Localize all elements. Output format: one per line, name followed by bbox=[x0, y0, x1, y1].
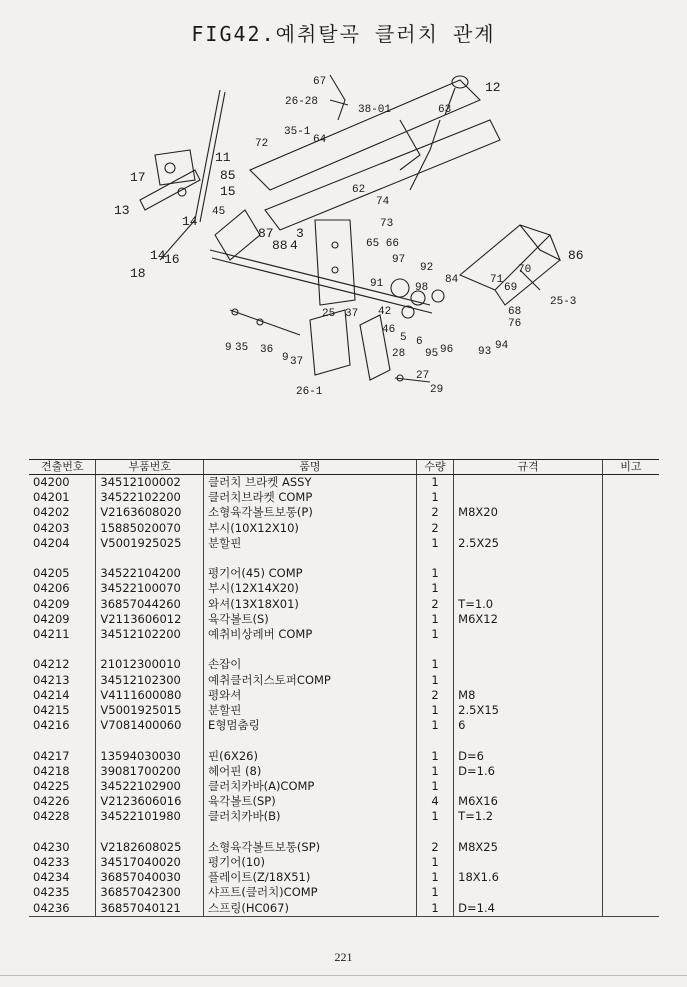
row-qty: 1 bbox=[416, 749, 453, 764]
row-spec bbox=[454, 733, 603, 748]
row-part-number: V2163608020 bbox=[96, 505, 204, 520]
callout-97: 97 bbox=[392, 254, 406, 266]
row-note bbox=[602, 536, 659, 551]
row-part-number: 36857044260 bbox=[96, 597, 204, 612]
table-row bbox=[29, 657, 659, 672]
row-name bbox=[204, 642, 417, 657]
row-part-number: V2123606016 bbox=[96, 794, 204, 809]
row-spec bbox=[454, 779, 603, 794]
header-qty: 수량 bbox=[416, 460, 453, 475]
row-name: 부시(12X14X20) bbox=[204, 581, 417, 596]
callout-38-01: 38-01 bbox=[358, 104, 392, 116]
page-number: 221 bbox=[334, 950, 353, 964]
callout-74: 74 bbox=[376, 196, 390, 208]
table-row bbox=[29, 749, 659, 764]
row-note bbox=[602, 688, 659, 703]
table-row bbox=[29, 901, 659, 917]
row-note bbox=[602, 764, 659, 779]
row-spec: T=1.0 bbox=[454, 597, 603, 612]
table-row bbox=[29, 779, 659, 794]
row-part-number: V2182608025 bbox=[96, 840, 204, 855]
row-name bbox=[204, 551, 417, 566]
row-qty: 2 bbox=[416, 521, 453, 536]
row-name: 육각볼트(S) bbox=[204, 612, 417, 627]
callout-88: 88 bbox=[272, 238, 288, 253]
callout-46: 46 bbox=[382, 324, 396, 336]
page-title: FIG42.예취탈곡 클러치 관계 bbox=[191, 22, 496, 46]
callout-84: 84 bbox=[445, 274, 459, 286]
row-name: 예취비상레버 COMP bbox=[204, 627, 417, 642]
callout-26-1: 26-1 bbox=[296, 386, 323, 398]
row-note bbox=[602, 475, 659, 491]
row-code: 04228 bbox=[33, 809, 70, 824]
row-code: 04201 bbox=[33, 490, 70, 505]
row-name: 분할핀 bbox=[204, 703, 417, 718]
callout-73: 73 bbox=[380, 218, 394, 230]
callout-70: 70 bbox=[518, 264, 532, 276]
row-note bbox=[602, 901, 659, 917]
row-name: 육각볼트(SP) bbox=[204, 794, 417, 809]
row-note bbox=[602, 840, 659, 855]
row-code: 04211 bbox=[33, 627, 70, 642]
row-note bbox=[602, 779, 659, 794]
row-code: 04209 bbox=[33, 596, 70, 611]
row-qty: 1 bbox=[416, 612, 453, 627]
row-part-number: 36857040121 bbox=[96, 901, 204, 917]
callout-85: 85 bbox=[220, 168, 236, 183]
row-code: 04225 bbox=[33, 779, 70, 794]
row-spec bbox=[454, 566, 603, 581]
row-code: 04230 bbox=[33, 839, 70, 854]
row-spec: M8 bbox=[454, 688, 603, 703]
table-row bbox=[29, 581, 659, 596]
exploded-parts-diagram bbox=[100, 60, 600, 405]
row-qty: 1 bbox=[416, 581, 453, 596]
row-spec bbox=[454, 627, 603, 642]
table-row bbox=[29, 809, 659, 824]
row-note bbox=[602, 581, 659, 596]
row-qty: 1 bbox=[416, 764, 453, 779]
row-code: 04234 bbox=[33, 870, 70, 885]
row-note bbox=[602, 673, 659, 688]
row-code: 04217 bbox=[33, 748, 70, 763]
callout-98: 98 bbox=[415, 282, 429, 294]
callout-25-3: 25-3 bbox=[550, 296, 577, 308]
callout-17: 17 bbox=[130, 170, 146, 185]
row-note bbox=[602, 657, 659, 672]
row-part-number: 36857042300 bbox=[96, 885, 204, 900]
parts-table bbox=[29, 459, 659, 917]
row-code bbox=[29, 825, 96, 840]
row-qty: 1 bbox=[416, 475, 453, 491]
callout-69: 69 bbox=[504, 282, 518, 294]
callout-91: 91 bbox=[370, 278, 384, 290]
row-code: 04226 bbox=[33, 794, 70, 809]
row-part-number: 34522102200 bbox=[96, 490, 204, 505]
callout-42: 42 bbox=[378, 306, 392, 318]
row-part-number: V7081400060 bbox=[96, 718, 204, 733]
row-spec: M8X25 bbox=[454, 840, 603, 855]
row-code: 04214 bbox=[33, 687, 70, 702]
table-row bbox=[29, 703, 659, 718]
row-note bbox=[602, 703, 659, 718]
table-row bbox=[29, 840, 659, 855]
row-qty: 1 bbox=[416, 718, 453, 733]
row-qty: 1 bbox=[416, 703, 453, 718]
row-part-number bbox=[96, 642, 204, 657]
callout-18: 18 bbox=[130, 266, 146, 281]
parts-table-body bbox=[29, 475, 659, 917]
row-note bbox=[602, 505, 659, 520]
row-code: 04203 bbox=[33, 520, 70, 535]
callout-11: 11 bbox=[215, 150, 231, 165]
row-qty: 1 bbox=[416, 566, 453, 581]
callout-72: 72 bbox=[255, 138, 269, 150]
row-part-number: 34517040020 bbox=[96, 855, 204, 870]
callout-9: 9 bbox=[225, 342, 232, 354]
row-part-number: 15885020070 bbox=[96, 521, 204, 536]
callout-4: 4 bbox=[290, 238, 298, 253]
row-name: 분할핀 bbox=[204, 536, 417, 551]
table-row bbox=[29, 870, 659, 885]
row-note bbox=[602, 612, 659, 627]
row-part-number: 34512100002 bbox=[96, 475, 204, 491]
row-spec bbox=[454, 581, 603, 596]
row-spec bbox=[454, 825, 603, 840]
callout-5: 5 bbox=[400, 332, 407, 344]
row-qty bbox=[416, 733, 453, 748]
row-part-number: 13594030030 bbox=[96, 749, 204, 764]
row-code bbox=[29, 642, 96, 657]
diagram-drawing bbox=[100, 60, 600, 405]
row-qty: 2 bbox=[416, 505, 453, 520]
row-qty bbox=[416, 551, 453, 566]
row-name: 평기어(10) bbox=[204, 855, 417, 870]
row-code bbox=[29, 551, 96, 566]
callout-25: 25 bbox=[322, 308, 336, 320]
table-row bbox=[29, 885, 659, 900]
row-name bbox=[204, 733, 417, 748]
table-row bbox=[29, 764, 659, 779]
row-name bbox=[204, 825, 417, 840]
table-row bbox=[29, 505, 659, 520]
row-part-number: 34512102200 bbox=[96, 627, 204, 642]
table-row bbox=[29, 521, 659, 536]
row-qty: 4 bbox=[416, 794, 453, 809]
row-qty: 2 bbox=[416, 597, 453, 612]
callout-35: 35 bbox=[235, 342, 249, 354]
row-spec: 18X1.6 bbox=[454, 870, 603, 885]
row-spec: M8X20 bbox=[454, 505, 603, 520]
row-name: 클러치카바(B) bbox=[204, 809, 417, 824]
row-part-number: 36857040030 bbox=[96, 870, 204, 885]
row-note bbox=[602, 794, 659, 809]
row-note bbox=[602, 749, 659, 764]
row-name: 핀(6X26) bbox=[204, 749, 417, 764]
row-note bbox=[602, 551, 659, 566]
row-note bbox=[602, 855, 659, 870]
row-note bbox=[602, 490, 659, 505]
table-row bbox=[29, 566, 659, 581]
row-code bbox=[29, 733, 96, 748]
row-note bbox=[602, 809, 659, 824]
callout-28: 28 bbox=[392, 348, 406, 360]
callout-64: 64 bbox=[313, 134, 327, 146]
row-spec: 2.5X25 bbox=[454, 536, 603, 551]
row-part-number: 34522102900 bbox=[96, 779, 204, 794]
table-row bbox=[29, 536, 659, 551]
callout-71: 71 bbox=[490, 274, 504, 286]
row-code: 04204 bbox=[33, 535, 70, 550]
callout-14b: 14 bbox=[150, 248, 166, 263]
row-spec bbox=[454, 673, 603, 688]
row-code: 04236 bbox=[29, 901, 96, 917]
row-note bbox=[602, 642, 659, 657]
row-code: 04205 bbox=[33, 566, 70, 581]
header-spec: 규격 bbox=[454, 460, 603, 475]
row-spec: M6X12 bbox=[454, 612, 603, 627]
row-code: 04206 bbox=[33, 581, 70, 596]
row-part-number bbox=[96, 825, 204, 840]
callout-65-66: 65 66 bbox=[366, 238, 400, 250]
row-code: 04233 bbox=[33, 855, 70, 870]
table-header-row bbox=[29, 460, 659, 475]
callout-96: 96 bbox=[440, 344, 454, 356]
callout-93: 93 bbox=[478, 346, 492, 358]
header-code: 견출번호 bbox=[29, 460, 96, 475]
header-part-number: 부품번호 bbox=[96, 460, 204, 475]
row-code: 04216 bbox=[33, 718, 70, 733]
row-qty bbox=[416, 642, 453, 657]
row-name: 평기어(45) COMP bbox=[204, 566, 417, 581]
row-note bbox=[602, 825, 659, 840]
row-name: 부시(10X12X10) bbox=[204, 521, 417, 536]
callout-37: 37 bbox=[345, 308, 359, 320]
row-spec: 2.5X15 bbox=[454, 703, 603, 718]
callout-87: 87 bbox=[258, 226, 274, 241]
row-spec bbox=[454, 551, 603, 566]
row-code: 04218 bbox=[33, 763, 70, 778]
row-name: 평와셔 bbox=[204, 688, 417, 703]
callout-63: 63 bbox=[438, 104, 452, 116]
row-spec bbox=[454, 521, 603, 536]
table-row bbox=[29, 551, 659, 566]
callout-14a: 14 bbox=[182, 214, 198, 229]
table-row bbox=[29, 855, 659, 870]
row-qty: 1 bbox=[416, 870, 453, 885]
row-spec bbox=[454, 475, 603, 491]
callout-92: 92 bbox=[420, 262, 434, 274]
row-note bbox=[602, 718, 659, 733]
row-name: 예취클러치스토퍼COMP bbox=[204, 673, 417, 688]
callout-94: 94 bbox=[495, 340, 509, 352]
table-row bbox=[29, 825, 659, 840]
row-part-number: 34512102300 bbox=[96, 673, 204, 688]
row-code: 04215 bbox=[33, 703, 70, 718]
row-spec bbox=[454, 855, 603, 870]
row-qty: 2 bbox=[416, 688, 453, 703]
callout-45: 45 bbox=[212, 206, 226, 218]
row-spec: T=1.2 bbox=[454, 809, 603, 824]
row-name: 와셔(13X18X01) bbox=[204, 597, 417, 612]
row-code: 04200 bbox=[33, 475, 70, 489]
row-spec: D=1.4 bbox=[454, 901, 603, 917]
row-qty: 1 bbox=[416, 885, 453, 900]
callout-76: 76 bbox=[508, 318, 522, 330]
row-part-number: 34522100070 bbox=[96, 581, 204, 596]
callout-68: 68 bbox=[508, 306, 522, 318]
bottom-rule bbox=[0, 975, 687, 976]
table-row bbox=[29, 733, 659, 748]
row-spec bbox=[454, 490, 603, 505]
row-code: 04213 bbox=[33, 672, 70, 687]
row-name: 클러치 브라켓 ASSY bbox=[204, 475, 417, 491]
row-note bbox=[602, 627, 659, 642]
row-name: 스프링(HC067) bbox=[204, 901, 417, 917]
table-row bbox=[29, 597, 659, 612]
table-row bbox=[29, 490, 659, 505]
table-row bbox=[29, 642, 659, 657]
table-row bbox=[29, 475, 659, 491]
callout-27: 27 bbox=[416, 370, 430, 382]
row-qty: 1 bbox=[416, 657, 453, 672]
row-note bbox=[602, 885, 659, 900]
row-qty: 1 bbox=[416, 536, 453, 551]
callout-9b: 9 bbox=[282, 352, 289, 364]
row-name: E형멈춤링 bbox=[204, 718, 417, 733]
row-qty: 1 bbox=[416, 627, 453, 642]
row-spec: 6 bbox=[454, 718, 603, 733]
callout-35-1: 35-1 bbox=[284, 126, 311, 138]
table-row bbox=[29, 673, 659, 688]
table-row bbox=[29, 688, 659, 703]
callout-29: 29 bbox=[430, 384, 444, 396]
header-name: 품명 bbox=[204, 460, 417, 475]
row-qty: 1 bbox=[416, 809, 453, 824]
row-name: 소형육각볼트보통(P) bbox=[204, 505, 417, 520]
row-part-number: V2113606012 bbox=[96, 612, 204, 627]
callout-36: 36 bbox=[260, 344, 274, 356]
header-note: 비고 bbox=[602, 460, 659, 475]
row-name: 클러치카바(A)COMP bbox=[204, 779, 417, 794]
row-part-number: 21012300010 bbox=[96, 657, 204, 672]
row-part-number: 39081700200 bbox=[96, 764, 204, 779]
row-part-number: V4111600080 bbox=[96, 688, 204, 703]
row-name: 소형육각볼트보통(SP) bbox=[204, 840, 417, 855]
callout-62: 62 bbox=[352, 184, 366, 196]
row-note bbox=[602, 566, 659, 581]
callout-67: 67 bbox=[313, 76, 327, 88]
callout-16: 16 bbox=[164, 252, 180, 267]
row-part-number bbox=[96, 551, 204, 566]
callout-3: 3 bbox=[296, 226, 304, 241]
row-name: 플레이트(Z/18X51) bbox=[204, 870, 417, 885]
row-code: 04235 bbox=[33, 885, 70, 900]
row-qty: 1 bbox=[416, 779, 453, 794]
table-row bbox=[29, 718, 659, 733]
row-spec: D=6 bbox=[454, 749, 603, 764]
row-part-number: V5001925015 bbox=[96, 703, 204, 718]
row-qty: 1 bbox=[416, 855, 453, 870]
row-spec: D=1.6 bbox=[454, 764, 603, 779]
row-note bbox=[602, 597, 659, 612]
row-part-number: V5001925025 bbox=[96, 536, 204, 551]
row-name: 헤어핀 (8) bbox=[204, 764, 417, 779]
row-code: 04202 bbox=[33, 505, 70, 520]
row-qty: 1 bbox=[416, 673, 453, 688]
row-qty: 2 bbox=[416, 840, 453, 855]
row-qty: 1 bbox=[416, 901, 453, 917]
callout-95: 95 bbox=[425, 348, 439, 360]
row-qty bbox=[416, 825, 453, 840]
row-spec bbox=[454, 885, 603, 900]
row-part-number: 34522104200 bbox=[96, 566, 204, 581]
row-code: 04212 bbox=[33, 657, 70, 672]
callout-37b: 37 bbox=[290, 356, 304, 368]
row-spec: M6X16 bbox=[454, 794, 603, 809]
row-name: 손잡이 bbox=[204, 657, 417, 672]
callout-6: 6 bbox=[416, 336, 423, 348]
callout-86: 86 bbox=[568, 248, 584, 263]
row-qty: 1 bbox=[416, 490, 453, 505]
row-note bbox=[602, 733, 659, 748]
table-row bbox=[29, 612, 659, 627]
row-name: 클러치브라켓 COMP bbox=[204, 490, 417, 505]
row-spec bbox=[454, 642, 603, 657]
row-note bbox=[602, 870, 659, 885]
callout-15: 15 bbox=[220, 184, 236, 199]
table-row bbox=[29, 794, 659, 809]
callout-26-28: 26-28 bbox=[285, 96, 319, 108]
table-row bbox=[29, 627, 659, 642]
callout-12: 12 bbox=[485, 80, 501, 95]
row-part-number: 34522101980 bbox=[96, 809, 204, 824]
row-name: 샤프트(클러치)COMP bbox=[204, 885, 417, 900]
row-code: 04209 bbox=[33, 611, 70, 626]
row-note bbox=[602, 521, 659, 536]
callout-13: 13 bbox=[114, 203, 130, 218]
row-spec bbox=[454, 657, 603, 672]
row-part-number bbox=[96, 733, 204, 748]
